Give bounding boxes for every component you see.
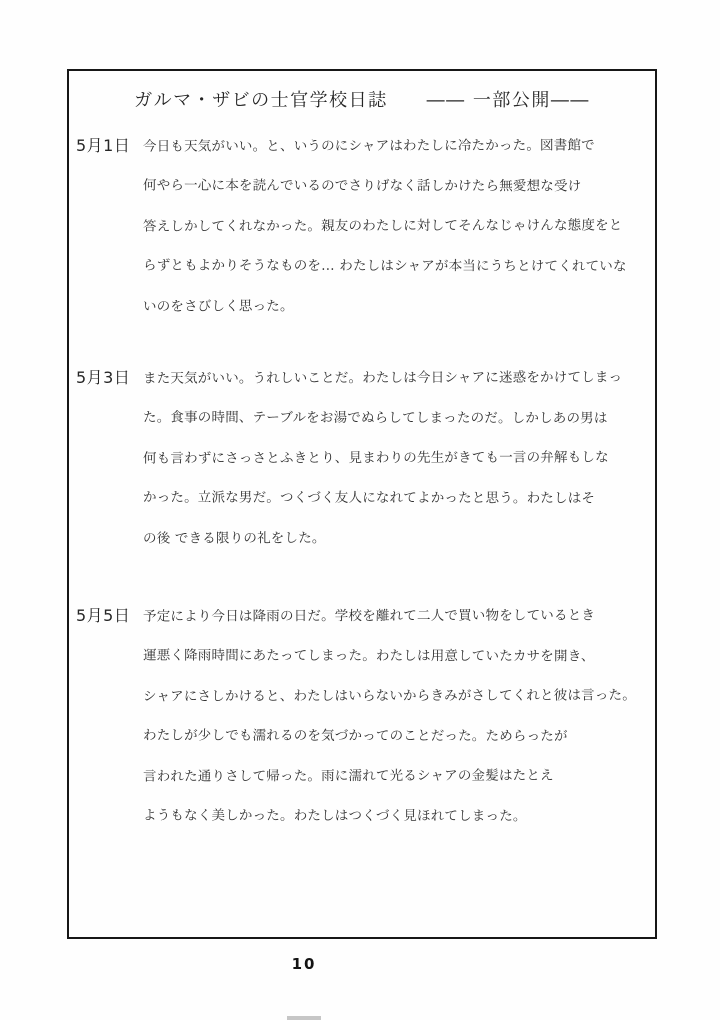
scan-smudge-mark <box>287 1016 321 1020</box>
diary-entry-may-3 <box>76 358 641 558</box>
entry-line: わたしが少しでも濡れるのを気づかってのことだった。ためらったが <box>142 727 568 745</box>
entry-line: 運悪く降雨時間にあたってしまった。わたしは用意していたカサを開き、 <box>142 647 595 665</box>
entry-line: シャアにさしかけると、わたしはいらないからきみがさしてくれと彼は言った。 <box>142 687 636 705</box>
entry-line: た。食事の時間、テーブルをお湯でぬらしてしまったのだ。しかしあの男は <box>142 409 608 427</box>
entry-line: いのをさびしく思った。 <box>142 298 294 315</box>
entry-body <box>143 358 641 558</box>
entry-line: らずともよかりそうなものを… わたしはシャアが本当にうちとけてくれていな <box>142 257 627 275</box>
entry-line: ようもなく美しかった。わたしはつくづく見ほれてしまった。 <box>142 807 527 825</box>
entry-body <box>143 126 641 326</box>
entry-date: 5月3日 <box>76 368 131 387</box>
page-number: 10 <box>291 955 317 973</box>
entry-date: 5月1日 <box>76 136 131 155</box>
entry-line: 何やら一心に本を読んでいるのでさりげなく話しかけたら無愛想な受け <box>142 177 582 195</box>
entry-line: かった。立派な男だ。つくづく友人になれてよかったと思う。わたしはそ <box>142 489 596 507</box>
diary-entry-may-1 <box>76 126 641 326</box>
entry-body <box>143 596 641 836</box>
entry-line: 答えしかしてくれなかった。親友のわたしに対してそんなじゃけんな態度をと <box>142 217 623 235</box>
diary-title: ガルマ・ザビの士官学校日誌 ―― 一部公開―― <box>134 90 590 111</box>
entry-line: 言われた通りさして帰った。雨に濡れて光るシャアの金髪はたとえ <box>142 767 554 785</box>
entry-line: 今日も天気がいい。と、いうのにシャアはわたしに冷たかった。図書館で <box>142 137 595 155</box>
entry-line: また天気がいい。うれしいことだ。わたしは今日シャアに迷惑をかけてしまっ <box>142 369 623 387</box>
entry-line: の後 できる限りの礼をした。 <box>142 530 326 547</box>
entry-line: 何も言わずにさっさとふきとり、見まわりの先生がきても一言の弁解もしな <box>142 449 609 467</box>
entry-date: 5月5日 <box>76 606 131 625</box>
diary-entry-may-5 <box>76 596 641 836</box>
entry-line: 予定により今日は降雨の日だ。学校を離れて二人で買い物をしているとき <box>142 607 596 625</box>
